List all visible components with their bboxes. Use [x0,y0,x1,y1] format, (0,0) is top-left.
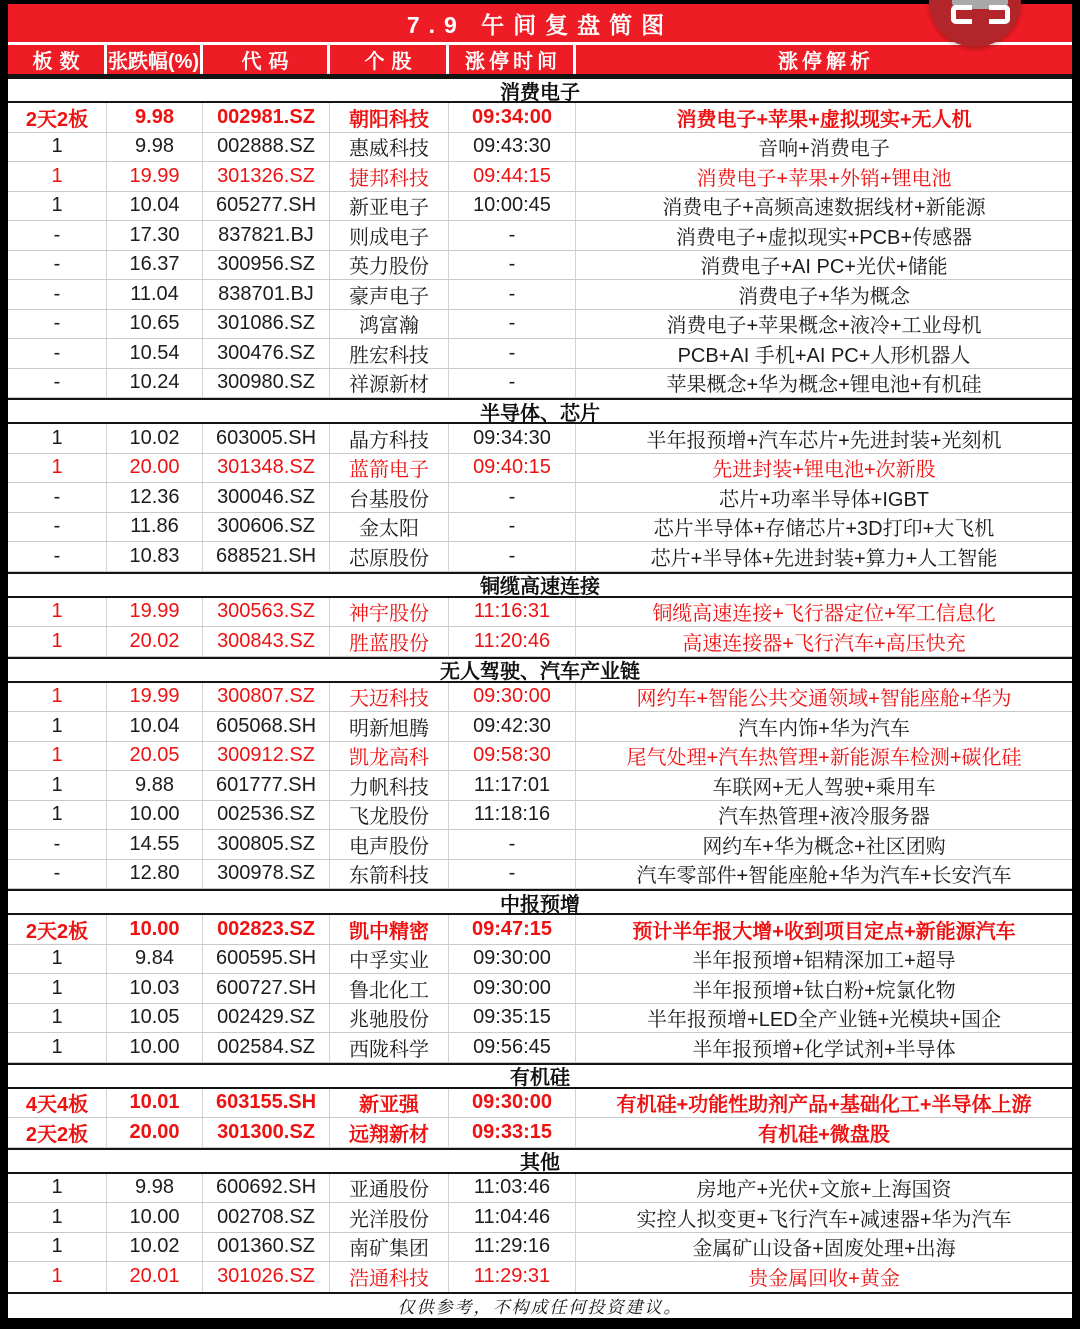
cell-code: 600692.SH [203,1174,330,1203]
table-row [8,192,1072,222]
cell-pct: 20.02 [107,627,203,656]
cell-code: 301026.SZ [203,1262,330,1292]
disclaimer: 仅供参考，不构成任何投资建议。 [8,1292,1072,1318]
table-row [8,1089,1072,1119]
cell-boards: - [8,369,107,398]
cell-pct: 10.02 [107,424,203,453]
cell-time: - [449,513,576,542]
cell-time: - [449,251,576,280]
cell-stock: 鸿富瀚 [330,310,449,339]
cell-analysis: 消费电子+华为概念 [738,285,910,308]
section-header: 其他 [8,1148,1072,1174]
cell-stock: 神宇股份 [330,598,449,627]
cell-time: 09:42:30 [449,712,576,741]
cell-code: 002708.SZ [203,1203,330,1232]
cell-time: 09:30:00 [449,974,576,1003]
cell-time: 11:17:01 [449,771,576,800]
cell-boards: - [8,860,107,889]
cell-pct: 10.00 [107,801,203,830]
cell-analysis: PCB+AI 手机+AI PC+人形机器人 [677,344,971,367]
cell-pct: 10.24 [107,369,203,398]
cell-time: 09:34:00 [449,103,576,132]
cell-stock: 天迈科技 [330,683,449,712]
cell-stock: 凯龙高科 [330,742,449,771]
cell-stock: 鲁北化工 [330,974,449,1003]
cell-time: - [449,221,576,250]
cell-code: 601777.SH [203,771,330,800]
table-row [8,280,1072,310]
cell-boards: 1 [8,771,107,800]
table-row [8,683,1072,713]
cell-stock: 胜蓝股份 [330,627,449,656]
cell-pct: 10.03 [107,974,203,1003]
cell-boards: 1 [8,742,107,771]
cell-boards: - [8,310,107,339]
cell-boards: 4天4板 [8,1089,107,1118]
cell-code: 300563.SZ [203,598,330,627]
cell-stock: 豪声电子 [330,280,449,309]
table-row [8,974,1072,1004]
cell-analysis: 消费电子+高频高速数据线材+新能源 [662,197,986,220]
cell-boards: - [8,251,107,280]
cell-stock: 西陇科学 [330,1033,449,1062]
section-header: 有机硅 [8,1063,1072,1089]
cell-pct: 20.01 [107,1262,203,1292]
cell-time: 09:30:00 [449,1089,576,1118]
cell-stock: 则成电子 [330,221,449,250]
cell-stock: 胜宏科技 [330,339,449,368]
cell-pct: 9.88 [107,771,203,800]
column-header-stock: 个股 [330,45,449,74]
cell-analysis: 网约车+华为概念+社区团购 [702,835,946,858]
cell-code: 603005.SH [203,424,330,453]
cell-analysis: 高速连接器+飞行汽车+高压快充 [682,632,966,655]
cell-code: 300956.SZ [203,251,330,280]
cell-stock: 朝阳科技 [330,103,449,132]
table-row [8,1203,1072,1233]
cell-pct: 9.98 [107,103,203,132]
cell-time: - [449,830,576,859]
cell-pct: 16.37 [107,251,203,280]
cell-boards: 1 [8,1233,107,1262]
cell-time: 10:00:45 [449,192,576,221]
cell-code: 603155.SH [203,1089,330,1118]
cell-boards: 1 [8,683,107,712]
cell-time: - [449,542,576,571]
cell-time: - [449,369,576,398]
cell-stock: 新亚强 [330,1089,449,1118]
cell-pct: 9.84 [107,945,203,974]
cell-analysis: 消费电子+苹果+外销+锂电池 [696,167,952,190]
section-header: 中报预增 [8,889,1072,915]
table-row [8,454,1072,484]
cell-time: 09:40:15 [449,454,576,483]
table-row [8,483,1072,513]
cell-analysis: 网约车+智能公共交通领域+智能座舱+华为 [636,688,1012,711]
cell-time: 09:33:15 [449,1118,576,1147]
cell-code: 688521.SH [203,542,330,571]
cell-stock: 惠威科技 [330,133,449,162]
cell-boards: 1 [8,1033,107,1062]
column-header-code: 代码 [203,45,330,74]
cell-pct: 10.02 [107,1233,203,1262]
cell-boards: - [8,542,107,571]
column-header-change: 张跌幅(%) [107,45,203,74]
cell-boards: 1 [8,424,107,453]
cell-boards: - [8,280,107,309]
table [8,4,1072,1318]
table-row [8,162,1072,192]
cell-stock: 晶方科技 [330,424,449,453]
table-row [8,945,1072,975]
cell-boards: 2天2板 [8,915,107,944]
cell-pct: 11.86 [107,513,203,542]
cell-boards: - [8,339,107,368]
cell-boards: 1 [8,1004,107,1033]
cell-code: 301086.SZ [203,310,330,339]
cell-pct: 19.99 [107,683,203,712]
cell-stock: 英力股份 [330,251,449,280]
cell-code: 300843.SZ [203,627,330,656]
section-header: 消费电子 [8,77,1072,103]
table-row [8,369,1072,399]
cell-pct: 14.55 [107,830,203,859]
cell-analysis: 消费电子+苹果概念+液冷+工业母机 [666,315,982,338]
table-row [8,771,1072,801]
cell-analysis: 金属矿山设备+固废处理+出海 [692,1238,956,1261]
table-row [8,1004,1072,1034]
cell-code: 002584.SZ [203,1033,330,1062]
cell-stock: 兆驰股份 [330,1004,449,1033]
table-row [8,310,1072,340]
cell-analysis: 汽车零部件+智能座舱+华为汽车+长安汽车 [636,865,1012,888]
cell-pct: 20.00 [107,454,203,483]
cell-boards: - [8,221,107,250]
cell-boards: 2天2板 [8,103,107,132]
cell-code: 002888.SZ [203,133,330,162]
cell-analysis: 消费电子+苹果+虚拟现实+无人机 [676,108,972,131]
cell-stock: 祥源新材 [330,369,449,398]
cell-time: 09:44:15 [449,162,576,191]
cell-pct: 10.00 [107,1203,203,1232]
table-row [8,627,1072,657]
cell-boards: 1 [8,133,107,162]
table-row [8,830,1072,860]
cell-time: 11:29:16 [449,1233,576,1262]
cell-time: 09:56:45 [449,1033,576,1062]
table-row [8,424,1072,454]
cell-stock: 蓝箭电子 [330,454,449,483]
cell-pct: 19.99 [107,598,203,627]
cell-time: 09:58:30 [449,742,576,771]
cell-code: 300476.SZ [203,339,330,368]
section-header: 铜缆高速连接 [8,572,1072,598]
cell-pct: 10.04 [107,712,203,741]
cell-boards: 1 [8,454,107,483]
cell-stock: 亚通股份 [330,1174,449,1203]
cell-pct: 10.65 [107,310,203,339]
cell-code: 001360.SZ [203,1233,330,1262]
cell-stock: 力帆科技 [330,771,449,800]
cell-code: 600727.SH [203,974,330,1003]
table-row [8,742,1072,772]
cell-boards: 1 [8,162,107,191]
cell-pct: 17.30 [107,221,203,250]
cell-pct: 10.54 [107,339,203,368]
cell-time: - [449,310,576,339]
cell-boards: 1 [8,1262,107,1292]
cell-code: 605277.SH [203,192,330,221]
cell-boards: 1 [8,801,107,830]
cell-code: 300606.SZ [203,513,330,542]
cell-boards: - [8,830,107,859]
table-row [8,915,1072,945]
cell-analysis: 消费电子+AI PC+光伏+储能 [700,256,948,279]
cell-analysis: 芯片+功率半导体+IGBT [718,488,930,511]
table-row [8,1033,1072,1063]
cell-time: 11:04:46 [449,1203,576,1232]
cell-analysis: 半年报预增+铝精深加工+超导 [692,950,956,973]
cell-analysis: 有机硅+微盘股 [758,1123,890,1146]
cell-code: 301300.SZ [203,1118,330,1147]
cell-stock: 明新旭腾 [330,712,449,741]
cell-code: 300807.SZ [203,683,330,712]
cell-boards: 1 [8,627,107,656]
cell-time: 09:30:00 [449,683,576,712]
column-header-analysis: 涨停解析 [778,51,874,73]
table-row [8,133,1072,163]
cell-boards: 1 [8,1174,107,1203]
cell-stock: 东箭科技 [330,860,449,889]
table-row [8,1118,1072,1148]
cell-stock: 芯原股份 [330,542,449,571]
cell-boards: 1 [8,598,107,627]
cell-analysis: 先进封装+锂电池+次新股 [712,459,936,482]
cell-stock: 飞龙股份 [330,801,449,830]
cell-time: - [449,280,576,309]
cell-code: 300978.SZ [203,860,330,889]
cell-code: 002823.SZ [203,915,330,944]
cell-time: 09:30:00 [449,945,576,974]
table-body [8,77,1072,1292]
cell-stock: 金太阳 [330,513,449,542]
cell-analysis: 半年报预增+化学试剂+半导体 [692,1038,956,1061]
section-header: 半导体、芯片 [8,398,1072,424]
cell-pct: 19.99 [107,162,203,191]
table-row [8,513,1072,543]
table-row [8,1174,1072,1204]
cell-stock: 电声股份 [330,830,449,859]
table-row [8,712,1072,742]
cell-code: 300805.SZ [203,830,330,859]
table-row [8,598,1072,628]
cell-analysis: 实控人拟变更+飞行汽车+减速器+华为汽车 [636,1208,1012,1231]
cell-code: 002429.SZ [203,1004,330,1033]
cell-time: 11:03:46 [449,1174,576,1203]
cell-time: 11:20:46 [449,627,576,656]
cell-boards: 1 [8,192,107,221]
cell-analysis: 预计半年报大增+收到项目定点+新能源汽车 [632,920,1016,943]
cell-time: - [449,483,576,512]
cell-pct: 10.01 [107,1089,203,1118]
column-header-row [8,45,1072,74]
table-row [8,221,1072,251]
cell-analysis: 芯片+半导体+先进封装+算力+人工智能 [650,547,998,570]
cell-stock: 中孚实业 [330,945,449,974]
cell-time: 11:29:31 [449,1262,576,1292]
cell-analysis: 半年报预增+汽车芯片+先进封装+光刻机 [646,429,1002,452]
cell-stock: 捷邦科技 [330,162,449,191]
cell-analysis: 尾气处理+汽车热管理+新能源车检测+碳化硅 [626,747,1022,770]
cell-analysis: 车联网+无人驾驶+乘用车 [712,776,936,799]
table-row [8,1262,1072,1292]
cell-pct: 9.98 [107,133,203,162]
cell-code: 837821.BJ [203,221,330,250]
cell-pct: 12.80 [107,860,203,889]
cell-analysis: 房地产+光伏+文旅+上海国资 [696,1179,952,1202]
cell-time: - [449,860,576,889]
cell-analysis: 芯片半导体+存储芯片+3D打印+大飞机 [653,518,995,541]
cell-boards: 1 [8,945,107,974]
cell-pct: 20.00 [107,1118,203,1147]
cell-stock: 南矿集团 [330,1233,449,1262]
cell-stock: 凯中精密 [330,915,449,944]
cell-analysis: 半年报预增+LED全产业链+光模块+国企 [647,1009,1001,1032]
cell-stock: 台基股份 [330,483,449,512]
cell-time: 09:47:15 [449,915,576,944]
cell-code: 301348.SZ [203,454,330,483]
cell-pct: 10.00 [107,915,203,944]
cell-stock: 光洋股份 [330,1203,449,1232]
cell-code: 300980.SZ [203,369,330,398]
page-title: 7.9 午间复盘简图 [406,11,674,38]
cell-analysis: 音响+消费电子 [758,138,890,161]
cell-boards: - [8,483,107,512]
screenshot-frame-icon [951,5,972,24]
cell-analysis: 铜缆高速连接+飞行器定位+军工信息化 [652,603,996,626]
cell-time: 09:43:30 [449,133,576,162]
cell-analysis: 贵金属回收+黄金 [748,1268,900,1291]
column-header-boards: 板数 [8,45,107,74]
table-row [8,103,1072,133]
cell-code: 600595.SH [203,945,330,974]
cell-time: 11:16:31 [449,598,576,627]
table-row [8,801,1072,831]
cell-code: 002536.SZ [203,801,330,830]
cell-boards: 1 [8,712,107,741]
title-bar [8,4,1072,42]
cell-pct: 10.83 [107,542,203,571]
cell-time: 11:18:16 [449,801,576,830]
cell-analysis: 苹果概念+华为概念+锂电池+有机硅 [666,374,982,397]
cell-boards: - [8,513,107,542]
cell-pct: 9.98 [107,1174,203,1203]
cell-analysis: 有机硅+功能性助剂产品+基础化工+半导体上游 [616,1094,1032,1117]
cell-pct: 12.36 [107,483,203,512]
cell-pct: 10.04 [107,192,203,221]
cell-time: - [449,339,576,368]
cell-code: 838701.BJ [203,280,330,309]
cell-code: 301326.SZ [203,162,330,191]
table-row [8,542,1072,572]
cell-boards: 1 [8,1203,107,1232]
cell-code: 002981.SZ [203,103,330,132]
table-row [8,1233,1072,1263]
table-row [8,339,1072,369]
cell-stock: 浩通科技 [330,1262,449,1292]
cell-time: 09:34:30 [449,424,576,453]
cell-code: 300046.SZ [203,483,330,512]
cell-stock: 新亚电子 [330,192,449,221]
cell-time: 09:35:15 [449,1004,576,1033]
section-header: 无人驾驶、汽车产业链 [8,657,1072,683]
cell-stock: 远翔新材 [330,1118,449,1147]
cell-analysis: 汽车热管理+液冷服务器 [718,806,930,829]
cell-analysis: 汽车内饰+华为汽车 [738,717,910,740]
table-row [8,860,1072,890]
cell-pct: 10.00 [107,1033,203,1062]
cell-pct: 10.05 [107,1004,203,1033]
cell-boards: 1 [8,974,107,1003]
cell-analysis: 消费电子+虚拟现实+PCB+传感器 [675,226,973,249]
column-header-time: 涨停时间 [449,45,576,74]
cell-analysis: 半年报预增+钛白粉+烷氯化物 [692,979,956,1002]
cell-code: 300912.SZ [203,742,330,771]
table-row [8,251,1072,281]
cell-code: 605068.SH [203,712,330,741]
screenshot-frame-icon [989,5,1010,24]
cell-pct: 20.05 [107,742,203,771]
cell-pct: 11.04 [107,280,203,309]
cell-boards: 2天2板 [8,1118,107,1147]
